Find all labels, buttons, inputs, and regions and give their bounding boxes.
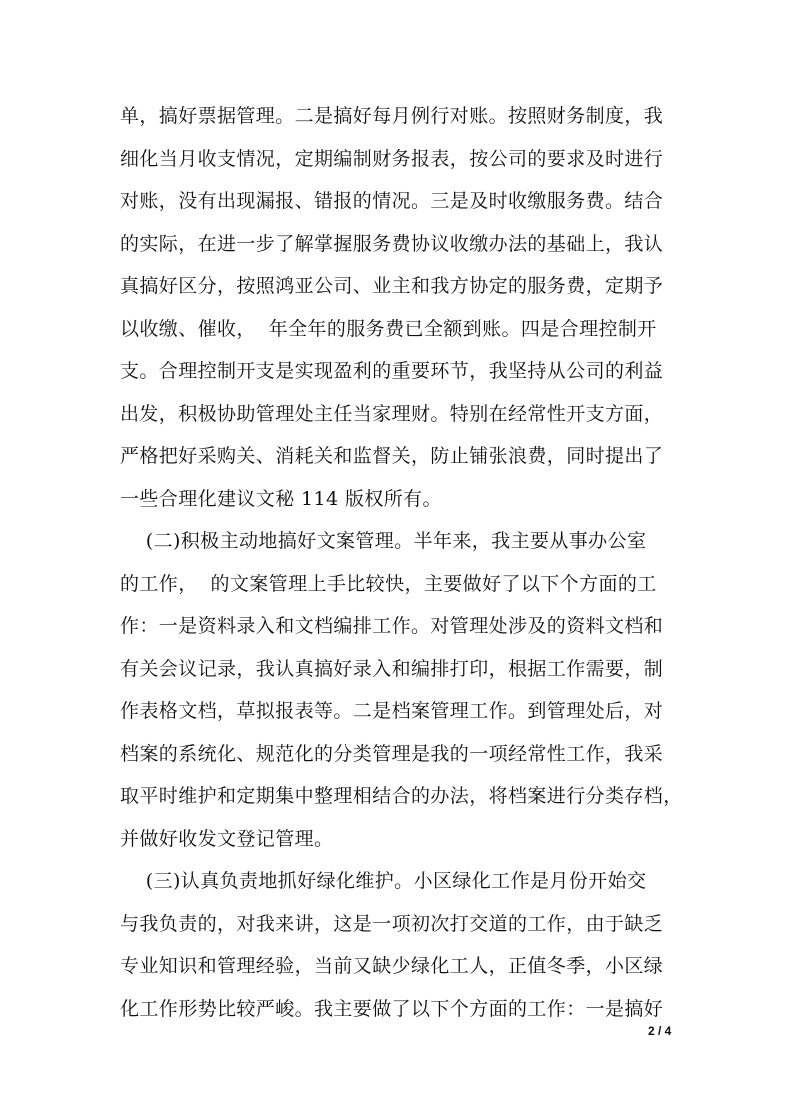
- body-text-line: 的实际，在进一步了解掌握服务费协议收缴办法的基础上，我认: [120, 233, 664, 255]
- body-text-line: 作：一是资料录入和文档编排工作。对管理处涉及的资料文档和: [120, 615, 664, 637]
- page-number: 2 / 4: [648, 1024, 672, 1038]
- body-text-line: 以收缴、催收， 年全年的服务费已全额到账。四是合理控制开: [120, 318, 657, 340]
- body-text-line: (二)积极主动地搞好文案管理。半年来，我主要从事办公室: [120, 530, 647, 552]
- body-text-line: 一些合理化建议文秘 114 版权所有。: [120, 488, 442, 510]
- body-text-line: 档案的系统化、规范化的分类管理是我的一项经常性工作，我采: [120, 743, 664, 765]
- body-text-line: 支。合理控制开支是实现盈利的重要环节，我坚持从公司的利益: [120, 360, 664, 382]
- body-text-line: 对账，没有出现漏报、错报的情况。三是及时收缴服务费。结合: [120, 190, 664, 212]
- body-text-line: 与我负责的，对我来讲，这是一项初次打交道的工作，由于缺乏: [120, 913, 664, 935]
- body-text-line: 取平时维护和定期集中整理相结合的办法，将档案进行分类存档，: [120, 785, 683, 807]
- body-text-line: 化工作形势比较严峻。我主要做了以下个方面的工作：一是搞好: [120, 998, 664, 1020]
- body-text-line: 并做好收发文登记管理。: [120, 828, 334, 850]
- body-text-line: 细化当月收支情况，定期编制财务报表，按公司的要求及时进行: [120, 148, 664, 170]
- body-text-line: (三)认真负责地抓好绿化维护。小区绿化工作是月份开始交: [120, 870, 647, 892]
- body-text-line: 单，搞好票据管理。二是搞好每月例行对账。按照财务制度，我: [120, 105, 664, 127]
- body-text-line: 作表格文档，草拟报表等。二是档案管理工作。到管理处后，对: [120, 700, 664, 722]
- body-text-line: 出发，积极协助管理处主任当家理财。特别在经常性开支方面，: [120, 403, 664, 425]
- body-text-line: 专业知识和管理经验，当前又缺少绿化工人，正值冬季，小区绿: [120, 955, 664, 977]
- body-text-line: 严格把好采购关、消耗关和监督关，防止铺张浪费，同时提出了: [120, 445, 664, 467]
- body-text-line: 的工作， 的文案管理上手比较快，主要做好了以下个方面的工: [120, 573, 657, 595]
- body-text-line: 真搞好区分，按照鸿亚公司、业主和我方协定的服务费，定期予: [120, 275, 664, 297]
- body-text-line: 有关会议记录，我认真搞好录入和编排打印，根据工作需要，制: [120, 658, 664, 680]
